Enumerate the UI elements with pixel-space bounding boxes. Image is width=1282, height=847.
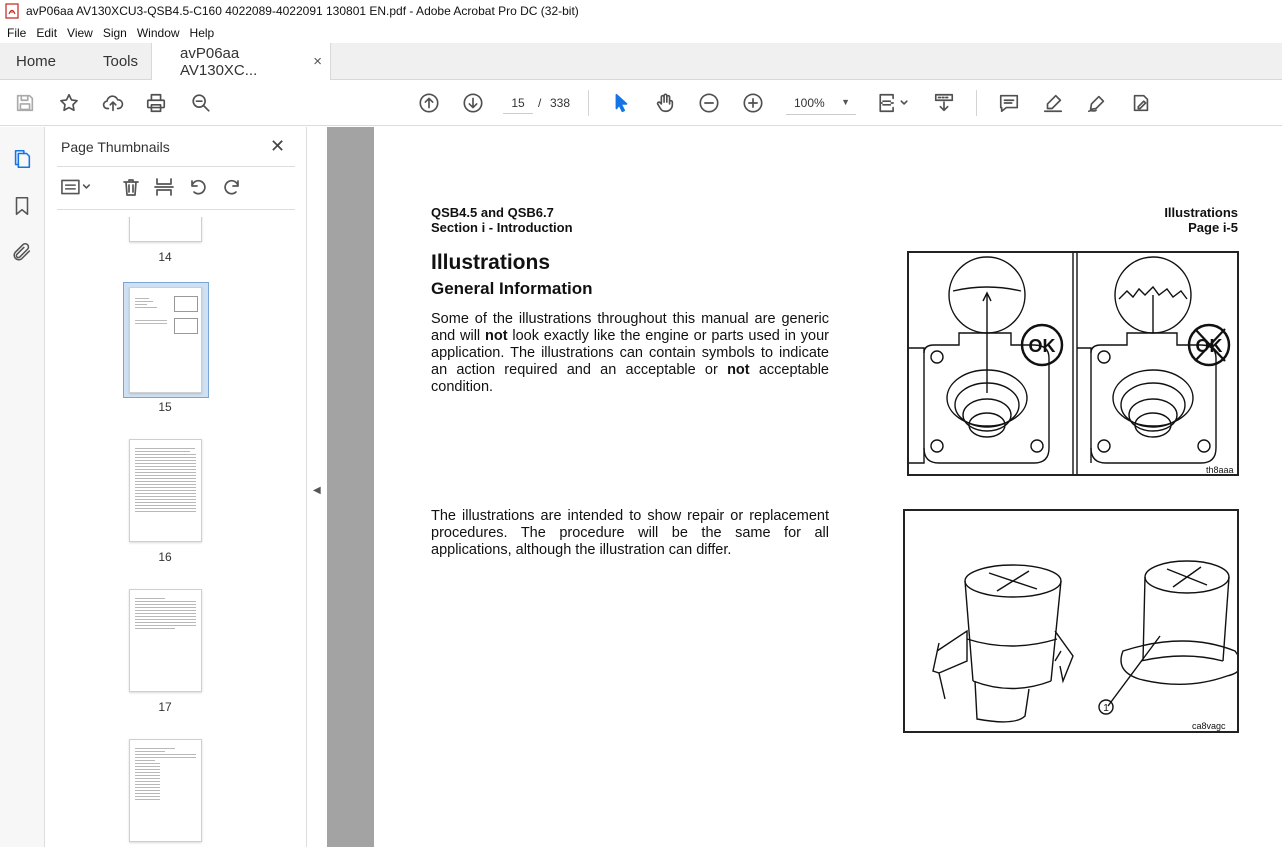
next-page-icon[interactable] [461,91,485,115]
print-icon[interactable] [144,91,168,115]
extract-pages-icon[interactable] [154,177,176,199]
text-run-bold: not [484,328,508,344]
page-heading: Illustrations [431,251,551,274]
pdf-page [374,127,1282,847]
rotate-clockwise-icon[interactable] [222,177,244,199]
left-navigation-rail [0,127,45,847]
delete-trash-icon[interactable] [121,177,143,199]
paragraph-general-info [431,311,829,396]
title-bar [0,0,1282,22]
text-run-bold: not [727,362,750,378]
menu-view[interactable]: View [67,25,93,40]
thumbnail-page[interactable] [129,217,202,242]
attachments-paperclip-icon[interactable] [11,241,35,265]
text-run: acceptable condition. [431,362,829,395]
menu-sign[interactable]: Sign [102,25,127,40]
tab-close-icon[interactable]: × [313,53,322,70]
toolbar-separator [976,90,977,116]
thumbnail-label: 17 [158,700,172,714]
figure-ok-drawing [909,253,1239,476]
rotate-counterclockwise-icon[interactable] [188,177,210,199]
toolbar-separator [588,90,589,116]
menu-file[interactable]: File [7,25,27,40]
running-header-topic: Illustrations [1164,205,1238,220]
running-header-section: Section i - Introduction [431,220,573,235]
comment-icon[interactable] [997,91,1021,115]
figure-parts-drawing [905,511,1239,733]
page-subheading: General Information [431,279,593,298]
running-header-page: Page i-5 [1188,220,1238,235]
thumbnail-page-selected[interactable] [129,287,202,393]
toolbar [0,80,1282,126]
paragraph-procedures: The illustrations are intended to show repair or replacement procedures. The procedure will be the same for all applications, although the illustration can differ. [431,508,829,558]
thumbnail-toolbar [45,175,307,203]
scroll-mode-icon[interactable] [932,91,956,115]
figure-ok-not-ok [907,251,1239,476]
page-fit-icon[interactable] [876,91,912,115]
panel-title: Page Thumbnails [61,139,170,155]
thumbnail-label: 15 [158,400,172,414]
zoom-value: 100% [794,96,825,110]
upload-cloud-icon[interactable] [101,91,125,115]
edit-pdf-icon[interactable] [1129,91,1153,115]
ok-symbol: OK [1028,336,1056,356]
zoom-in-icon[interactable] [741,91,765,115]
page-separator: / [538,96,542,110]
hand-tool-icon[interactable] [653,91,677,115]
thumbnail-page[interactable] [129,739,202,842]
search-zoom-icon[interactable] [189,91,213,115]
divider [57,166,295,167]
menu-window[interactable]: Window [136,25,180,40]
page-thumbnails-icon[interactable] [11,148,35,172]
thumbnail-list [45,217,285,847]
thumbnail-page[interactable] [129,589,202,692]
page-thumbnails-panel [45,127,307,847]
text-run: Some of the illustrations throughout this manual are generic and will [431,311,829,344]
select-cursor-icon[interactable] [609,91,633,115]
divider [57,209,295,210]
tab-document[interactable] [151,43,331,80]
text-run: look exactly like the engine or parts used in your application. The illustrations can contain symbols to indicate an action required and an acceptable or [431,328,829,378]
total-pages: 338 [550,96,571,110]
page-margin [327,127,374,847]
running-header-title: QSB4.5 and QSB6.7 [431,205,554,220]
tab-home[interactable]: Home [16,52,57,70]
zoom-level-dropdown[interactable] [786,91,856,115]
tab-tools[interactable]: Tools [103,52,139,70]
callout-number: 1 [1103,703,1109,714]
thumbnail-label: 14 [158,250,172,264]
menu-bar [0,22,1282,43]
not-ok-symbol: OK [1195,336,1223,356]
document-viewer [307,127,1282,847]
page-number-input[interactable] [503,92,533,114]
previous-page-icon[interactable] [417,91,441,115]
highlight-pen-icon[interactable] [1041,91,1065,115]
save-icon[interactable] [13,91,37,115]
tab-document-label: avP06aa AV130XC... [180,44,258,79]
collapse-left-icon[interactable]: ◀ [313,485,321,496]
thumbnail-options-icon[interactable] [61,177,95,199]
chevron-down-icon: ▼ [841,97,850,107]
menu-edit[interactable]: Edit [36,25,58,40]
thumbnail-label: 16 [158,550,172,564]
window-title: avP06aa AV130XCU3-QSB4.5-C160 4022089-4022091 130801 EN.pdf - Adobe Acrobat Pro DC (32-bit) [26,4,579,18]
thumbnail-page[interactable] [129,439,202,542]
figure-code: th8aaa [1206,465,1234,475]
collapse-panel-strip[interactable] [307,127,327,847]
figure-code: ca8vagc [1192,721,1226,731]
menu-help[interactable]: Help [189,25,215,40]
figure-replacement-procedure [903,509,1239,733]
acrobat-pdf-icon [4,3,20,19]
bookmarks-icon[interactable] [11,195,35,219]
bookmark-star-icon[interactable] [57,91,81,115]
sign-pen-icon[interactable] [1085,91,1109,115]
zoom-out-icon[interactable] [697,91,721,115]
close-panel-icon[interactable]: ✕ [270,136,286,156]
tab-bar [0,43,1282,80]
